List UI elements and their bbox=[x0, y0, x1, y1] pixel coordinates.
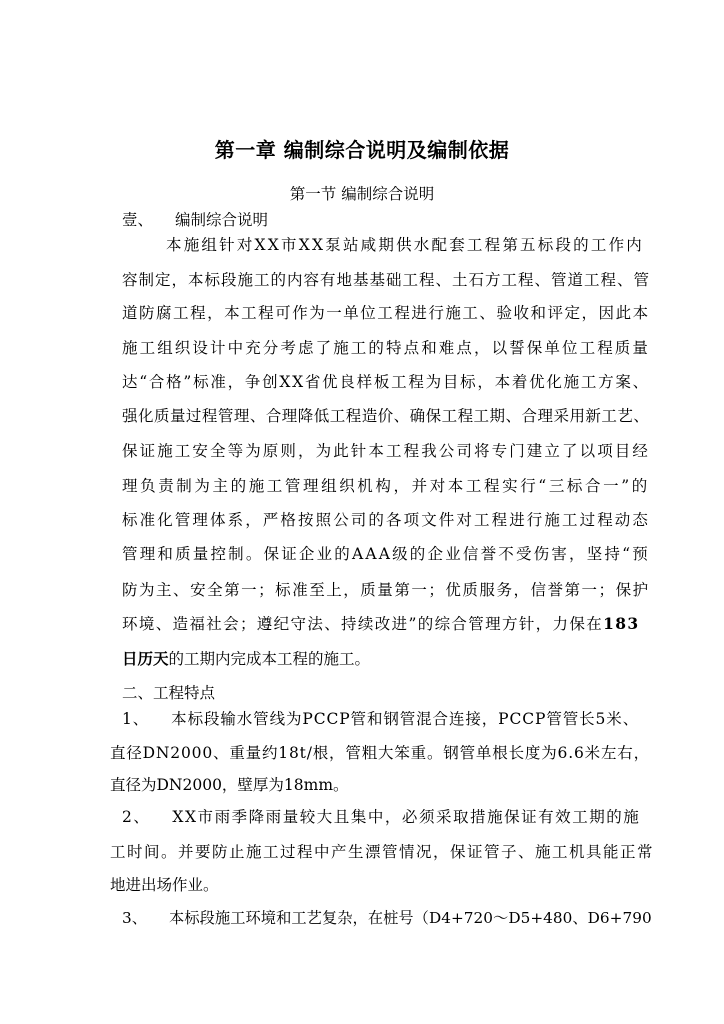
item-1-line: 直径为DN2000，壁厚为18mm。 bbox=[110, 776, 349, 794]
days-count: 183 bbox=[603, 614, 640, 633]
heading-2: 二、工程特点 bbox=[122, 684, 216, 702]
para-1-line: 达“合格”标准，争创XX省优良样板工程为目标，本着优化施工方案、 bbox=[122, 373, 650, 391]
section-title: 第一节 编制综合说明 bbox=[289, 185, 435, 203]
para-1-line: 管理和质量控制。保证企业的AAA级的企业信誉不受伤害，坚持“预 bbox=[122, 545, 650, 563]
para-1-line bbox=[122, 613, 650, 635]
para-1-line: 施工组织设计中充分考虑了施工的特点和难点，以誓保单位工程质量 bbox=[122, 339, 651, 357]
calendar-days-label: 日历天 bbox=[122, 649, 169, 668]
item-1-line: 直径DN2000、重量约18t/根，管粗大笨重。钢管单根长度为6.6米左右， bbox=[110, 744, 650, 762]
item-3-line bbox=[122, 907, 652, 929]
item-1-text: 本标段输水管线为PCCP管和钢管混合连接，PCCP管管长5米、 bbox=[171, 710, 640, 728]
para-1-line: 防为主、安全第一；标准至上，质量第一；优质服务，信誉第一；保护 bbox=[122, 581, 650, 599]
para-1-line: 道防腐工程，本工程可作为一单位工程进行施工、验收和评定，因此本 bbox=[122, 304, 650, 322]
item-1-number: 1、 bbox=[122, 710, 150, 728]
para-1-line: 容制定，本标段施工的内容有地基基础工程、土石方工程、管道工程、管 bbox=[122, 271, 651, 289]
item-3-number: 3、 bbox=[122, 909, 148, 927]
para-1-line: 理负责制为主的施工管理组织机构，并对本工程实行“三标合一”的 bbox=[122, 477, 650, 495]
heading-1 bbox=[122, 209, 268, 231]
item-2-number: 2、 bbox=[122, 808, 151, 826]
para-1-line: 标准化管理体系，严格按照公司的各项文件对工程进行施工过程动态 bbox=[122, 511, 651, 529]
chapter-title: 第一章 编制综合说明及编制依据 bbox=[214, 138, 510, 162]
para-1-line: 保证施工安全等为原则，为此针本工程我公司将专门建立了以项目经 bbox=[122, 442, 651, 460]
item-3-text: 本标段施工环境和工艺复杂，在桩号（D4+720～D5+480、D6+790 bbox=[169, 909, 652, 927]
para-1-line: 本施组针对XX市XX泵站咸期供水配套工程第五标段的工作内 bbox=[166, 236, 645, 254]
item-2-text: XX市雨季降雨量较大且集中，必须采取措施保证有效工期的施 bbox=[172, 808, 641, 826]
item-1-line bbox=[122, 708, 646, 730]
para-1-line bbox=[122, 648, 370, 670]
item-2-line bbox=[122, 806, 652, 828]
item-2-line: 地进出场作业。 bbox=[110, 876, 219, 894]
para-1-line: 强化质量过程管理、合理降低工程造价、确保工程工期、合理采用新工艺、 bbox=[122, 407, 650, 425]
para-1-line-text: 环境、造福社会；遵纪守法、持续改进”的综合管理方针，力保在 bbox=[122, 615, 604, 633]
heading-1-text: 编制综合说明 bbox=[175, 211, 269, 229]
para-1-line-text: 的工期内完成本工程的施工。 bbox=[168, 650, 371, 668]
item-2-line: 工时间。并要防止施工过程中产生漂管情况，保证管子、施工机具能正常 bbox=[110, 843, 655, 861]
heading-1-number: 壹、 bbox=[122, 211, 154, 229]
